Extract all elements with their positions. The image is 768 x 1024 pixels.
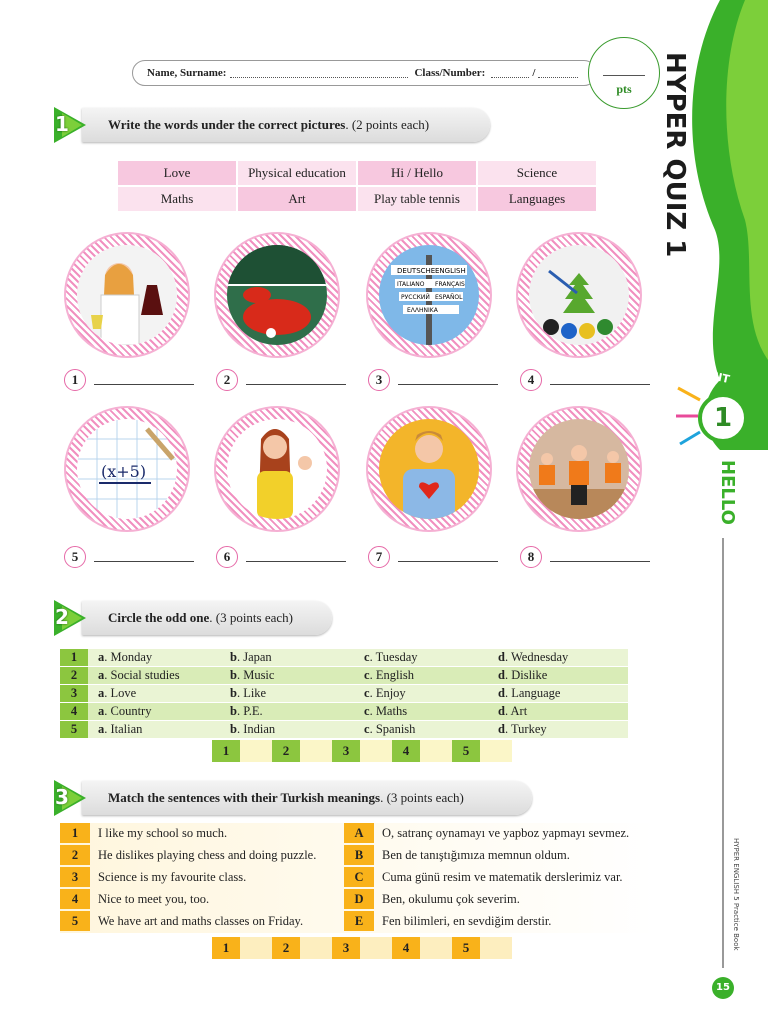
sentence-text: Science is my favourite class. xyxy=(98,870,247,884)
science-girl-image xyxy=(77,245,177,345)
option-text: Japan xyxy=(243,650,272,664)
option-text: Turkey xyxy=(510,722,547,736)
math-expression: (x+5) xyxy=(101,462,147,481)
page-number: 15 xyxy=(712,977,734,999)
answer-box[interactable]: 4 xyxy=(392,937,420,959)
points-label: pts xyxy=(616,82,632,96)
option-b[interactable]: b. Japan xyxy=(230,650,272,664)
sentence-row xyxy=(60,845,340,865)
odd-row xyxy=(60,649,628,666)
answer-box[interactable]: 2 xyxy=(272,740,300,762)
option-a[interactable]: a. Monday xyxy=(98,650,153,664)
option-a[interactable]: a. Italian xyxy=(98,722,143,736)
option-text: Italian xyxy=(110,722,143,736)
picture-4 xyxy=(516,232,642,358)
answer-line[interactable] xyxy=(550,384,650,385)
meaning-text: O, satranç oynamayı ve yapboz yapmayı sevmez. xyxy=(382,826,630,840)
picture-number: 5 xyxy=(64,546,86,568)
meaning-text: Fen bilimleri, en sevdiğim derstir. xyxy=(382,914,552,928)
word-cell: Art xyxy=(238,187,356,211)
option-letter: a xyxy=(98,704,105,718)
answer-line[interactable] xyxy=(246,384,346,385)
option-a[interactable]: a. Country xyxy=(98,704,152,718)
option-c[interactable]: c. Enjoy xyxy=(364,686,406,700)
sign-word: ΕΛΛΗΝΙΚΑ xyxy=(407,307,438,314)
word-cell: Maths xyxy=(118,187,236,211)
meaning-letter: C xyxy=(344,867,374,887)
option-letter: b xyxy=(230,650,237,664)
option-text: Monday xyxy=(110,650,153,664)
answer-line[interactable] xyxy=(94,561,194,562)
boy-heart-image xyxy=(379,419,479,519)
section3-number: 3 xyxy=(55,785,69,809)
odd-row-number: 1 xyxy=(60,649,88,666)
odd-row-number: 3 xyxy=(60,685,88,702)
sentence-row xyxy=(60,911,340,931)
sentence-text: He dislikes playing chess and doing puzzle. xyxy=(98,848,317,862)
option-text: Tuesday xyxy=(375,650,418,664)
picture-number: 4 xyxy=(520,369,542,391)
picture-2 xyxy=(214,232,340,358)
odd-row-number: 5 xyxy=(60,721,88,738)
sentence-number: 3 xyxy=(60,867,90,887)
meaning-letter: A xyxy=(344,823,374,843)
option-text: Music xyxy=(243,668,275,682)
section1-heading: Write the words under the correct pictures . (2 points each) xyxy=(82,108,490,142)
section1-number: 1 xyxy=(55,112,69,136)
maths-paper-image xyxy=(77,419,177,519)
unit-number: 1 xyxy=(698,393,748,443)
meaning-row xyxy=(344,911,656,931)
meaning-row xyxy=(344,867,656,887)
points-box[interactable] xyxy=(588,37,660,109)
option-d[interactable]: d. Language xyxy=(498,686,561,700)
option-text: Social studies xyxy=(110,668,180,682)
answer-box[interactable]: 4 xyxy=(392,740,420,762)
option-d[interactable]: d. Dislike xyxy=(498,668,548,682)
sentence-number: 5 xyxy=(60,911,90,931)
sign-word: ESPAÑOL xyxy=(435,294,463,301)
option-b[interactable]: b. P.E. xyxy=(230,704,263,718)
word-cell: Play table tennis xyxy=(358,187,476,211)
answer-line[interactable] xyxy=(550,561,650,562)
picture-number: 8 xyxy=(520,546,542,568)
option-c[interactable]: c. Maths xyxy=(364,704,408,718)
option-d[interactable]: d. Wednesday xyxy=(498,650,569,664)
odd-row xyxy=(60,721,628,738)
sentence-number: 1 xyxy=(60,823,90,843)
answer-box[interactable]: 1 xyxy=(212,937,240,959)
option-text: Like xyxy=(243,686,267,700)
odd-row xyxy=(60,667,628,684)
meaning-row xyxy=(344,823,656,843)
book-label: HYPER ENGLISH 5 Practice Book xyxy=(732,838,740,951)
sentence-number: 2 xyxy=(60,845,90,865)
option-text: Country xyxy=(110,704,152,718)
sentence-text: Nice to meet you, too. xyxy=(98,892,210,906)
word-cell: Love xyxy=(118,161,236,185)
quiz-title: HYPER QUIZ 1 xyxy=(660,52,690,258)
option-a[interactable]: a. Love xyxy=(98,686,137,700)
option-text: Language xyxy=(511,686,561,700)
option-c[interactable]: c. English xyxy=(364,668,415,682)
option-letter: c xyxy=(364,668,370,682)
option-letter: d xyxy=(498,650,505,664)
sentence-row xyxy=(60,889,340,909)
option-letter: b xyxy=(230,722,237,736)
odd-row-number: 2 xyxy=(60,667,88,684)
option-text: English xyxy=(375,668,415,682)
picture-number: 7 xyxy=(368,546,390,568)
meaning-text: Ben, okulumu çok severim. xyxy=(382,892,520,906)
option-b[interactable]: b. Indian xyxy=(230,722,276,736)
section2-number: 2 xyxy=(55,605,69,629)
option-letter: d xyxy=(498,686,505,700)
odd-row xyxy=(60,685,628,702)
option-letter: a xyxy=(98,668,105,682)
option-text: Enjoy xyxy=(375,686,406,700)
name-field[interactable]: Name, Surname: Class/Number: / xyxy=(132,60,597,86)
sentence-text: I like my school so much. xyxy=(98,826,228,840)
sentence-number: 4 xyxy=(60,889,90,909)
answer-line[interactable] xyxy=(398,561,498,562)
option-text: Love xyxy=(110,686,137,700)
sign-word: ENGLISH xyxy=(435,267,466,275)
option-letter: d xyxy=(498,722,505,736)
option-letter: c xyxy=(364,722,370,736)
picture-number: 3 xyxy=(368,369,390,391)
sign-word: РУССКИЙ xyxy=(401,294,430,301)
answer-box[interactable]: 3 xyxy=(332,740,360,762)
divider-line xyxy=(722,538,724,968)
option-letter: b xyxy=(230,704,237,718)
option-text: Dislike xyxy=(511,668,548,682)
girl-waving-image xyxy=(227,419,327,519)
picture-7 xyxy=(366,406,492,532)
art-painting-image xyxy=(529,245,629,345)
sign-word: ITALIANO xyxy=(397,281,425,288)
picture-5 xyxy=(64,406,190,532)
option-c[interactable]: c. Tuesday xyxy=(364,650,418,664)
picture-number: 2 xyxy=(216,369,238,391)
pe-class-image xyxy=(529,419,629,519)
picture-1 xyxy=(64,232,190,358)
option-letter: a xyxy=(98,650,105,664)
word-cell: Physical education xyxy=(238,161,356,185)
word-cell: Languages xyxy=(478,187,596,211)
sign-word: FRANÇAIS xyxy=(435,281,465,288)
option-b[interactable]: b. Like xyxy=(230,686,267,700)
meaning-text: Ben de tanıştığımıza memnun oldum. xyxy=(382,848,570,862)
picture-number: 6 xyxy=(216,546,238,568)
sentence-row xyxy=(60,867,340,887)
picture-6 xyxy=(214,406,340,532)
option-a[interactable]: a. Social studies xyxy=(98,668,180,682)
word-cell: Science xyxy=(478,161,596,185)
meaning-row xyxy=(344,845,656,865)
language-signs-image xyxy=(379,245,479,345)
answer-box[interactable]: 5 xyxy=(452,740,480,762)
answer-box[interactable]: 3 xyxy=(332,937,360,959)
option-letter: a xyxy=(98,686,105,700)
option-text: Wednesday xyxy=(510,650,569,664)
option-letter: c xyxy=(364,650,370,664)
option-text: Art xyxy=(510,704,528,718)
section3-heading: Match the sentences with their Turkish meanings . (3 points each) xyxy=(82,781,532,815)
odd-row-number: 4 xyxy=(60,703,88,720)
table-tennis-image xyxy=(227,245,327,345)
meaning-text: Cuma günü resim ve matematik derslerimiz var. xyxy=(382,870,623,884)
section2-heading: Circle the odd one . (3 points each) xyxy=(82,601,332,635)
answer-box[interactable]: 2 xyxy=(272,937,300,959)
sentence-text: We have art and maths classes on Friday. xyxy=(98,914,304,928)
option-letter: d xyxy=(498,668,505,682)
answer-box[interactable]: 1 xyxy=(212,740,240,762)
option-letter: d xyxy=(498,704,505,718)
answer-line[interactable] xyxy=(94,384,194,385)
answer-line[interactable] xyxy=(246,561,346,562)
unit-label: UNIT xyxy=(698,367,731,386)
option-letter: c xyxy=(364,704,370,718)
option-d[interactable]: d. Art xyxy=(498,704,528,718)
meaning-letter: E xyxy=(344,911,374,931)
answer-box[interactable]: 5 xyxy=(452,937,480,959)
option-text: P.E. xyxy=(243,704,263,718)
picture-number: 1 xyxy=(64,369,86,391)
option-letter: b xyxy=(230,686,237,700)
burst-decoration xyxy=(672,380,708,450)
option-text: Maths xyxy=(375,704,408,718)
picture-8 xyxy=(516,406,642,532)
option-letter: c xyxy=(364,686,370,700)
picture-3 xyxy=(366,232,492,358)
option-text: Spanish xyxy=(375,722,416,736)
option-c[interactable]: c. Spanish xyxy=(364,722,416,736)
option-d[interactable]: d. Turkey xyxy=(498,722,547,736)
meaning-letter: D xyxy=(344,889,374,909)
unit-title: HELLO xyxy=(717,460,738,525)
option-b[interactable]: b. Music xyxy=(230,668,275,682)
option-letter: b xyxy=(230,668,237,682)
meaning-row xyxy=(344,889,656,909)
option-text: Indian xyxy=(243,722,276,736)
sign-word: DEUTSCHE xyxy=(397,267,436,275)
sentence-row xyxy=(60,823,340,843)
odd-row xyxy=(60,703,628,720)
option-letter: a xyxy=(98,722,105,736)
answer-line[interactable] xyxy=(398,384,498,385)
meaning-letter: B xyxy=(344,845,374,865)
word-cell: Hi / Hello xyxy=(358,161,476,185)
